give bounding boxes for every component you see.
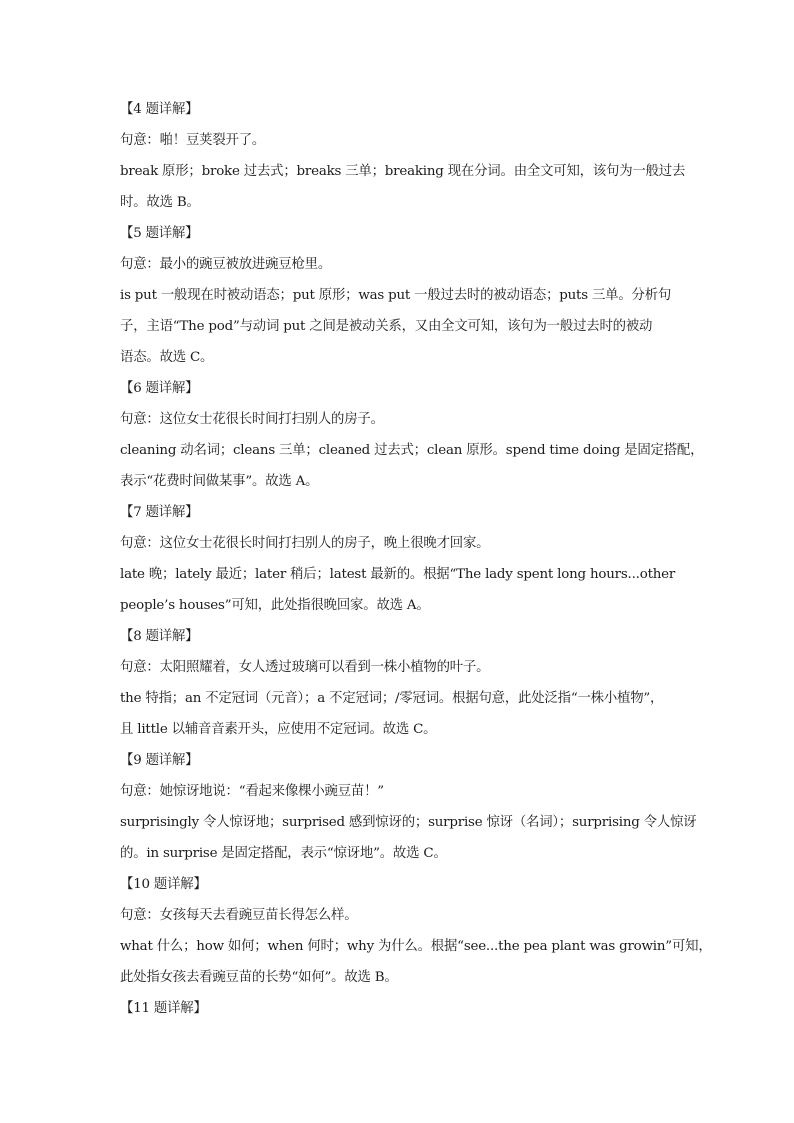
section-q4	[120, 94, 686, 218]
explanation-line: break 原形；broke 过去式；breaks 三单；breaking 现在分词。由全文可知，该句为一般过去	[120, 164, 686, 179]
sentence-meaning: 句意：啪！豆荚裂开了。	[120, 133, 266, 148]
sentence-meaning: 句意：太阳照耀着，女人透过玻璃可以看到一株小植物的叶子。	[120, 660, 490, 675]
section-heading: 【11 题详解】	[120, 1001, 207, 1016]
explanation-line: cleaning 动名词；cleans 三单；cleaned 过去式；clean 原形。spend time doing 是固定搭配，	[120, 443, 704, 458]
explanation-line: 的。in surprise 是固定搭配，表示“惊讶地”。故选 C。	[120, 846, 447, 861]
document-page	[120, 94, 712, 1024]
section-q10	[120, 869, 712, 993]
explanation-line: people’s houses”可知，此处指很晚回家。故选 A。	[120, 598, 430, 613]
explanation-line: 表示“花费时间做某事”。故选 A。	[120, 474, 319, 489]
section-q6	[120, 373, 704, 497]
explanation-line: the 特指；an 不定冠词（元音）；a 不定冠词；/零冠词。根据句意，此处泛指“一株小植物”，	[120, 691, 664, 706]
section-heading: 【8 题详解】	[120, 629, 199, 644]
sentence-meaning: 句意：最小的豌豆被放进豌豆枪里。	[120, 257, 332, 272]
explanation-line: 语态。故选 C。	[120, 350, 214, 365]
section-heading: 【10 题详解】	[120, 877, 207, 892]
explanation-line: 子，主语“The pod”与动词 put 之间是被动关系，又由全文可知，该句为一般过去时的被动	[120, 319, 653, 334]
section-heading: 【4 题详解】	[120, 102, 199, 117]
section-q8	[120, 621, 680, 745]
explanation-line: 且 little 以辅音音素开头，应使用不定冠词。故选 C。	[120, 722, 437, 737]
section-heading: 【9 题详解】	[120, 753, 199, 768]
explanation-line: 时。故选 B。	[120, 195, 200, 210]
section-q11	[120, 993, 680, 1024]
section-q7	[120, 497, 680, 621]
sentence-meaning: 句意：她惊讶地说：“看起来像棵小豌豆苗！”	[120, 784, 384, 799]
sentence-meaning: 句意：女孩每天去看豌豆苗长得怎么样。	[120, 908, 358, 923]
explanation-line: 此处指女孩去看豌豆苗的长势“如何”。故选 B。	[120, 970, 398, 985]
explanation-line: late 晚；lately 最近；later 稍后；latest 最新的。根据“The lady spent long hours...other	[120, 567, 676, 582]
explanation-line: surprisingly 令人惊讶地；surprised 感到惊讶的；surprise 惊讶（名词）；surprising 令人惊讶	[120, 815, 697, 830]
explanation-line: is put 一般现在时被动语态；put 原形；was put 一般过去时的被动语态；puts 三单。分析句	[120, 288, 672, 303]
sentence-meaning: 句意：这位女士花很长时间打扫别人的房子，晚上很晚才回家。	[120, 536, 490, 551]
section-heading: 【7 题详解】	[120, 505, 199, 520]
section-q9	[120, 745, 697, 869]
section-q5	[120, 218, 680, 373]
section-heading: 【6 题详解】	[120, 381, 199, 396]
explanation-line: what 什么；how 如何；when 何时；why 为什么。根据“see...the pea plant was growin”可知，	[120, 939, 712, 954]
sentence-meaning: 句意：这位女士花很长时间打扫别人的房子。	[120, 412, 384, 427]
section-heading: 【5 题详解】	[120, 226, 199, 241]
